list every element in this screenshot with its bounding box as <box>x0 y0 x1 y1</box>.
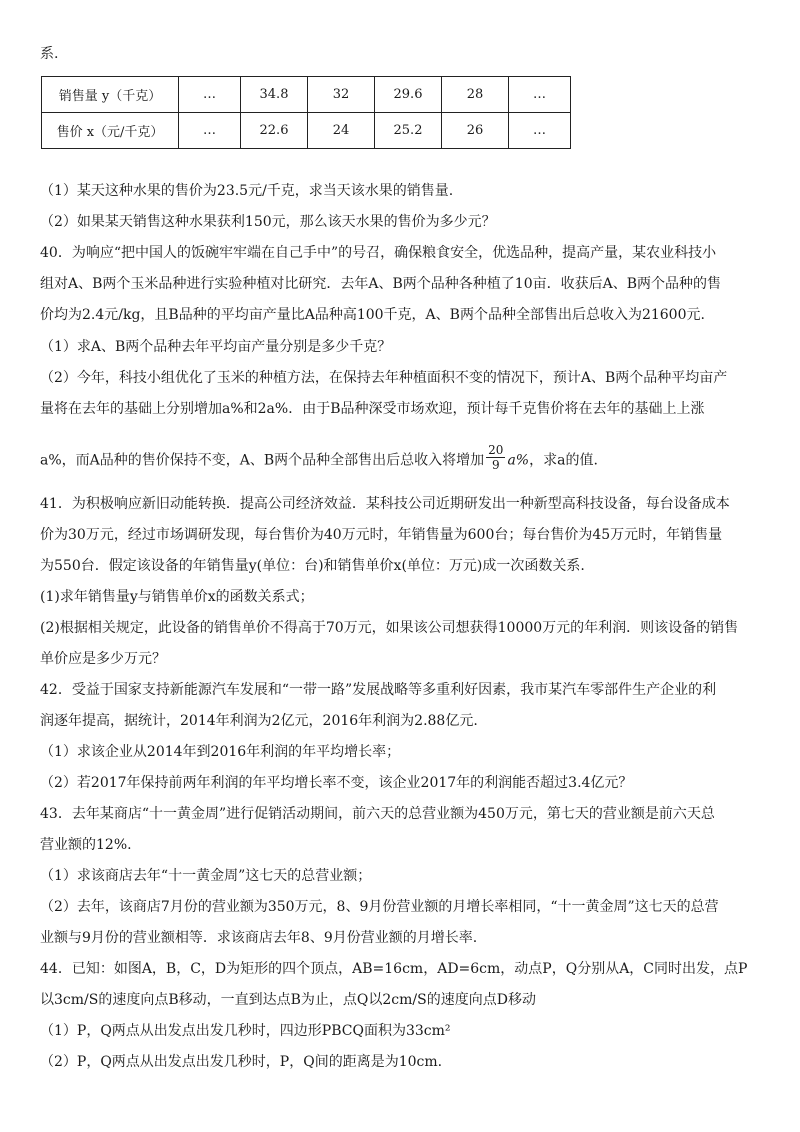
fraction-numerator: 20 <box>488 443 504 457</box>
table-cell: … <box>509 77 571 113</box>
q41-line1: 41．为积极响应新旧动能转换．提高公司经济效益．某科技公司近期研发出一种新型高科技设备，每台设备成本 <box>40 496 730 512</box>
q42-line2: 润逐年提高，据统计，2014年利润为2亿元，2016年利润为2.88亿元. <box>40 713 478 729</box>
q43-part2-line2: 业额与9月份的营业额相等．求该商店去年8、9月份营业额的月增长率. <box>40 930 478 946</box>
table-cell: 26 <box>442 113 509 149</box>
q41-line2: 价为30万元，经过市场调研发现，每台售价为40万元时，年销售量为600台；每台售价为45万元时，年销售量 <box>40 527 723 543</box>
table-cell: 34.8 <box>241 77 308 113</box>
table-cell: 29.6 <box>375 77 442 113</box>
table-row <box>42 113 571 149</box>
q39-part2: （2）如果某天销售这种水果获利150元，那么该天水果的售价为多少元？ <box>40 214 496 230</box>
q44-part2: （2）P，Q两点从出发点出发几秒时，P，Q间的距离是为10cm. <box>40 1054 443 1070</box>
q44-line1: 44．已知：如图A，B，C，D为矩形的四个顶点，AB=16cm，AD=6cm，动点P，Q分别从A，C同时出发，点P <box>40 961 748 977</box>
row-header-price: 售价 x（元/千克） <box>42 113 179 149</box>
q43-part1: （1）求该商店去年“十一黄金周”这七天的总营业额； <box>40 868 372 884</box>
q40-part2-line3 <box>40 443 598 474</box>
q43-line1: 43．去年某商店“十一黄金周”进行促销活动期间，前六天的总营业额为450万元，第七天的营业额是前六天总 <box>40 806 715 822</box>
continuation-text: 系. <box>40 46 59 62</box>
q42-line1: 42．受益于国家支持新能源汽车发展和“一带一路”发展战略等多重利好因素，我市某汽车零部件生产企业的利 <box>40 682 717 698</box>
table-cell: … <box>179 113 241 149</box>
q39-part1: （1）某天这种水果的售价为23.5元/千克，求当天该水果的销售量. <box>40 183 454 199</box>
table-cell: … <box>179 77 241 113</box>
table-cell: 24 <box>308 113 375 149</box>
q40-line2: 组对A、B两个玉米品种进行实验种植对比研究．去年A、B两个品种各种植了10亩．收获后A、B两个品种的售 <box>40 276 722 292</box>
table-row <box>42 77 571 113</box>
q41-line3: 为550台．假定该设备的年销售量y(单位：台)和销售单价x(单位：万元)成一次函数关系. <box>40 558 585 574</box>
table-cell: … <box>509 113 571 149</box>
table-cell: 32 <box>308 77 375 113</box>
q41-part1: (1)求年销售量y与销售单价x的函数关系式； <box>40 589 314 605</box>
q40-part2-line3-post: ，求a的值. <box>529 452 598 469</box>
q40-part2-line2: 量将在去年的基础上分别增加a%和2a%．由于B品种深受市场欢迎，预计每千克售价将在去年的基础上上涨 <box>40 401 705 417</box>
fraction-denominator: 9 <box>491 458 500 472</box>
table-cell: 22.6 <box>241 113 308 149</box>
q40-line1: 40．为响应“把中国人的饭碗牢牢端在自己手中”的号召，确保粮食安全，优选品种，提高产量，某农业科技小 <box>40 245 717 261</box>
q42-part1: （1）求该企业从2014年到2016年利润的年平均增长率； <box>40 744 401 760</box>
q43-line2: 营业额的12%. <box>40 837 132 853</box>
q41-part2-line1: (2)根据相关规定，此设备的销售单价不得高于70万元，如果该公司想获得10000万元的年利润．则该设备的销售 <box>40 620 739 636</box>
q40-part1: （1）求A、B两个品种去年平均亩产量分别是多少千克？ <box>40 339 392 355</box>
sales-price-table <box>41 76 571 149</box>
q40-part2-line3-pre: a%，而A品种的售价保持不变，A、B两个品种全部售出后总收入将增加 <box>40 452 485 469</box>
q44-line2: 以3cm/S的速度向点B移动，一直到达点B为止，点Q以2cm/S的速度向点D移动 <box>40 992 536 1008</box>
table-cell: 25.2 <box>375 113 442 149</box>
q41-part2-line2: 单价应是多少万元？ <box>40 651 166 667</box>
fraction-tail: a% <box>507 452 530 469</box>
row-header-sales: 销售量 y（千克） <box>42 77 179 113</box>
q40-part2-line1: （2）今年，科技小组优化了玉米的种植方法，在保持去年种植面积不变的情况下，预计A、B两个品种平均亩产 <box>40 370 728 386</box>
q44-part1: （1）P，Q两点从出发点出发几秒时，四边形PBCQ面积为33cm² <box>40 1023 451 1039</box>
q42-part2: （2）若2017年保持前两年利润的年平均增长率不变，该企业2017年的利润能否超过3.4亿元？ <box>40 775 633 791</box>
table-cell: 28 <box>442 77 509 113</box>
q40-line3: 价均为2.4元/kg，且B品种的平均亩产量比A品种高100千克，A、B两个品种全部售出后总收入为21600元. <box>40 307 705 323</box>
q43-part2-line1: （2）去年，该商店7月份的营业额为350万元，8、9月份营业额的月增长率相同，“十一黄金周”这七天的总营 <box>40 899 719 915</box>
fraction-20-9 <box>486 443 505 472</box>
